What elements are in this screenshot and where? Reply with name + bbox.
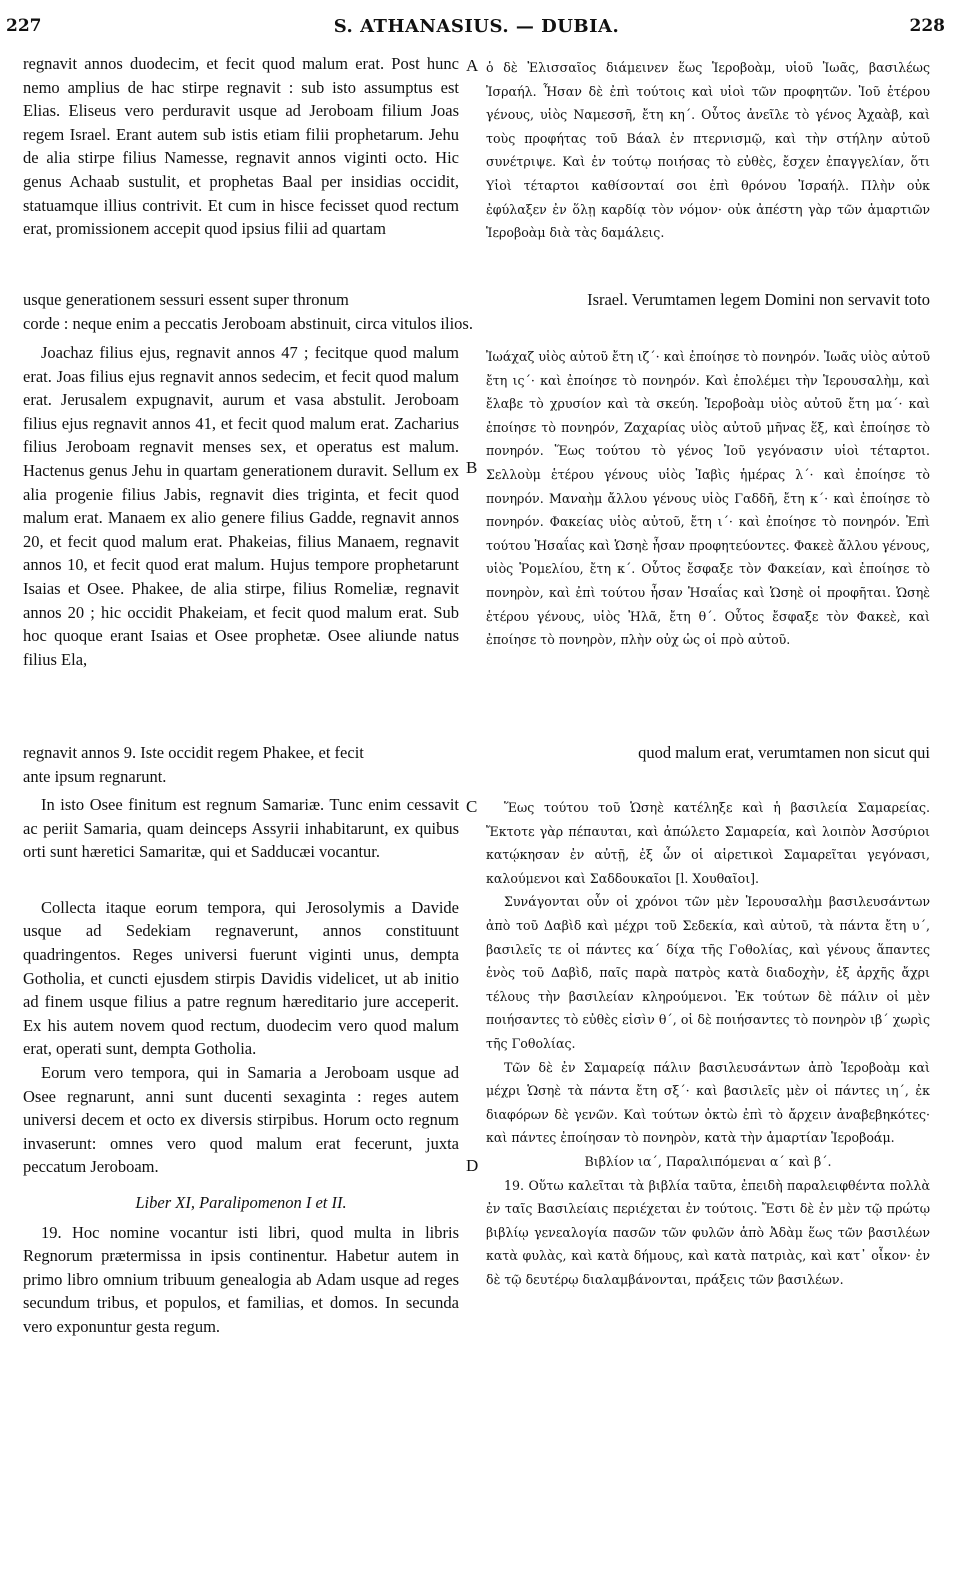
- latin-column-sec2: Joachaz filius ejus, regnavit annos 47 ; fecitque quod malum erat. Joas filius ejus regnavit annos sedecim, et fecit quod malum erat. Jerusalem expugnavit, aurum et vasa abstulit. Jeroboam filius ejus regnavit annos 41, et fecit quod malum erat. Zacharius filius Jeroboam regnavit menses sex, et operatus est malum. Hactenus genus Jehu in quartam generationem duravit. Sellum ex alia progenie filius Jabis, regnavit dies triginta, et fecit quod malum erat. Manaem ex alio genere filius Gadde, regnavit annos 20, et fecit quod malum erat. Phakeias, filius Manaem, regnavit annos 10, et fecit quod erat malum. Hujus tempore prophetarunt Isaias et Osee. Phakee, de alia stirpe, filius Romeliæ, regnavit annos 20 ; hic occidit Phakeiam, et fecit quod malum erat. Sub hoc quoque erant Isaias et Osee prophetæ. Osee aliunde natus filius Ela,: [23, 343, 459, 669]
- full-width-latin-sec1-a: usque generationem sessuri essent super thronum: [23, 290, 349, 309]
- greek-paragraph-jerusalem-kings: Συνάγονται οὖν οἱ χρόνοι τῶν μὲν Ἱερουσαλὴμ βασιλευσάντων ἀπὸ τοῦ Δαβὶδ καὶ μέχρι τοῦ Σεδεκία, καὶ αὐτοῦ, τὰ πάντα ἔτη υ΄, βασιλεῖς τε οἱ πάντες κα΄ δίχα τῆς Γοθολίας, καὶ γένους ἅπαντες ἑνὸς τοῦ Δαβὶδ, παῖς παρὰ πατρὸς κατὰ διαδοχὴν, ἐξ ἀρχῆς ἄχρι τέλους τὴν βασιλείαν κληρούμενοι. Ἐκ τούτων δὲ πάλιν οἱ μὲν ποιήσαντες τὸ εὐθὲς εἰσὶν θ΄, οἱ δὲ ποιήσαντες τὸ πονηρὸν ιβ΄ χωρὶς τῆς Γοθολίας.: [486, 894, 930, 1051]
- latin-paragraph-jerusalem-kings: Collecta itaque eorum tempora, qui Jerosolymis a Davide usque ad Sedekiam regnaverunt, annos constituunt quadringentos. Reges universi fuerunt viginti unus, dempta Gotholia, et cuncti ejusdem stirpis Davidis videlicet, ut ab initio ad finem usque filius a patre regnum hæreditario jure acceperit. Ex his autem novem quod rectum, duodecim vero quod malum erat, operati sunt, dempta Gotholia.: [23, 897, 459, 1059]
- latin-section-heading: Liber XI, Paralipomenon I et II.: [135, 1192, 347, 1212]
- full-width-latin-sec2: [23, 741, 930, 788]
- latin-paragraph-samaria-kings: Eorum vero tempora, qui in Samaria a Jeroboam usque ad Osee regnarunt, anni sunt ducenti sexaginta : reges autem universi decem et octo ex diversis stirpibus. Horum octo regnum invaserunt: omnes vero quod malum erat fecerunt, juxta peccatum Jeroboam.: [23, 1062, 459, 1177]
- greek-paragraph-samaria: Ἕως τούτου τοῦ Ὡσηὲ κατέληξε καὶ ἡ βασιλεία Σαμαρείας. Ἔκτοτε γὰρ πέπαυται, καὶ ἀπώλετο Σαμαρεία, καὶ λοιπὸν Ἀσσύριοι κατῴκησαν ἐν αὐτῇ, ἐξ ὧν οἱ αἱρετικοὶ Σαμαρεῖται γεγόνασι, καλούμενοι καὶ Σαδδουκαῖοι [l. Χουθαῖοι].: [486, 800, 930, 886]
- greek-column-sec3: [486, 796, 930, 1291]
- margin-marker-a: A: [466, 56, 479, 75]
- margin-marker-b: B: [466, 458, 478, 477]
- full-width-latin-sec2-c: ante ipsum regnarunt.: [23, 766, 167, 786]
- full-width-latin-sec1: [23, 288, 930, 335]
- page-number-left: 227: [6, 16, 42, 36]
- latin-column-sec3: [23, 793, 459, 1338]
- latin-column-sec1: regnavit annos duodecim, et fecit quod malum erat. Post hunc nemo amplius de hac stirpe regnavit : sub isto assumptus est Elias. Eliseus vero perduravit usque ad Jeroboam filium Joas regem Israel. Erant autem sub istis etiam filii prophetarum. Jehu de alia stirpe filius Namesse, regnavit annos viginti octo. Hic genus Achaab sustulit, et prophetas Baal per insidias occidit, statuamque illius contrivit. Et cum in hisce fecisset quod rectum erat, promissionem accepit quod ipsius filii ad quartam: [23, 54, 459, 239]
- latin-paragraph-samaria: In isto Osee finitum est regnum Samariæ. Tunc enim cessavit ac periit Samaria, quam deinceps Assyrii inhabitarunt, ex quibus orti sunt hæretici Samaritæ, qui et Sadducæi vocantur.: [23, 795, 459, 862]
- greek-column-sec1: ὁ δὲ Ἐλισσαῖος διάμεινεν ἕως Ἱεροβοὰμ, υἱοῦ Ἰωᾶς, βασιλέως Ἰσραήλ. Ἦσαν δὲ ἐπὶ τούτοις καὶ υἱοὶ τῶν προφητῶν. Ἰοῦ ἑτέρου γένους, υἱὸς Ναμεσσῆ, ἔτη κη΄. Οὗτος ἀνεῖλε τὸ γένος Ἀχαὰβ, καὶ τοὺς προφήτας τοῦ Βάαλ ἐν πτερνισμῷ, καὶ τὴν στήλην αὐτοῦ συνέτριψε. Καὶ ἐν τούτῳ ποιήσας τὸ εὐθὲς, ἔσχεν ἐπαγγελίαν, ὅτι Υἱοὶ τέταρτοι καθίσονταί σοι ἐπὶ θρόνου Ἰσραήλ. Πλὴν οὐκ ἐφύλαξεν ἐν ὅλῃ καρδίᾳ τὸν νόμον· οὐκ ἀπέστη γὰρ τῶν ἁμαρτιῶν Ἱεροβοὰμ διὰ τὰς δαμάλεις.: [486, 60, 930, 241]
- margin-marker-d: D: [466, 1156, 479, 1175]
- full-width-latin-sec2-a: regnavit annos 9. Iste occidit regem Phakee, et fecit: [23, 743, 364, 762]
- page-number-right: 228: [909, 16, 945, 36]
- greek-section-heading: Βιβλίον ια΄, Παραλιπόμεναι α΄ καὶ β΄.: [584, 1153, 832, 1169]
- greek-paragraph-paralipomenon: 19. Οὕτω καλεῖται τὰ βιβλία ταῦτα, ἐπειδὴ παραλειφθέντα πολλὰ ἐν ταῖς Βασιλείαις περιέχεται ἐν τούτοις. Ἔστι δὲ ἐν μὲν τῷ πρώτῳ βιβλίῳ γενεαλογία πασῶν τῶν φυλῶν ἀπὸ Ἀδὰμ ἕως τῶν βασιλέων κατὰ φυλὰς, καὶ κατὰ δήμους, καὶ κατὰ πατριὰς, καὶ κατ᾽ οἶκον· ἐν δὲ τῷ δευτέρῳ διαλαμβάνονται, πράξεις τῶν βασιλέων.: [486, 1177, 930, 1287]
- latin-paragraph-paralipomenon: 19. Hoc nomine vocantur isti libri, quod multa in libris Regnorum prætermissa in ipsis continentur. Habetur autem in primo libro omnium tribuum genealogia ab Adam usque ad reges secundum tribus, et populos, et familias, et domos. In secunda vero exponuntur gesta regum.: [23, 1222, 459, 1336]
- greek-paragraph-samaria-kings: Τῶν δὲ ἐν Σαμαρείᾳ πάλιν βασιλευσάντων ἀπὸ Ἱεροβοὰμ καὶ μέχρι Ὡσηὲ τὰ πάντα ἔτη σξ΄· καὶ βασιλεῖς μὲν οἱ πάντες ιη΄, ἐκ διαφόρων δὲ γενῶν. Καὶ τούτων ὀκτὼ ἐπὶ τὸ ἄρχειν ἀναβεβηκότες· καὶ πάντες ἐποίησαν τὸ πονηρὸν, κατὰ τὴν ἁμαρτίαν Ἱεροβοάμ.: [486, 1059, 930, 1146]
- full-width-latin-sec1-c: corde : neque enim a peccatis Jeroboam abstinuit, circa vitulos ilios.: [23, 313, 473, 333]
- full-width-latin-sec1-b: Israel. Verumtamen legem Domini non servavit toto: [587, 290, 930, 309]
- margin-marker-c: C: [466, 797, 478, 816]
- full-width-latin-sec2-b: quod malum erat, verumtamen non sicut qui: [638, 743, 930, 762]
- running-header: [0, 16, 953, 42]
- running-title: S. ATHANASIUS. — DUBIA.: [333, 16, 620, 37]
- greek-column-sec2: Ἰωάχαζ υἱὸς αὐτοῦ ἔτη ιζ΄· καὶ ἐποίησε τὸ πονηρόν. Ἰωᾶς υἱὸς αὐτοῦ ἔτη ις΄· καὶ ἐποίησε τὸ πονηρόν. Καὶ ἐπολέμει τὴν Ἱερουσαλὴμ, καὶ ἔλαβε τὸ χρυσίον καὶ τὰ σκεύη. Ἱεροβοὰμ υἱὸς αὐτοῦ ἔτη μα΄· καὶ ἐποίησε τὸ πονηρόν, Ζαχαρίας υἱὸς αὐτοῦ μῆνας ἕξ, καὶ ἐποίησε τὸ πονηρόν. Ἕως τούτου τὸ γένος Ἰοῦ γεγόνασιν υἱοὶ τέταρτοι. Σελλοὺμ ἑτέρου γένους υἱὸς Ἰαβὶς ἡμέρας λ΄· καὶ ἐποίησε τὸ πονηρόν. Μαναὴμ ἄλλου γένους υἱὸς Γαδδῆ, ἔτη κ΄· καὶ ἐποίησε τὸ πονηρόν. Φακείας υἱὸς αὐτοῦ, ἔτη ι΄· καὶ ἐποίησε τὸ πονηρόν. Ἐπὶ τούτου Ἡσαΐας καὶ Ὡσηὲ ἦσαν προφητεύοντες. Φακεὲ ἄλλου γένους, υἱὸς Ῥομελίου, ἔτη κ΄. Οὗτος ἔσφαξε τὸν Φακείαν, καὶ ἐποίησε τὸ πονηρὸν, καὶ ἐπὶ τούτου ἦσαν Ἡσαΐας καὶ Ὡσηὲ οἱ προφῆται. Ὡσηὲ ἑτέρου γένους, υἱὸς Ἠλᾶ, ἔτη θ΄. Οὗτος ἔσφαξε τὸν Φακεὲ, καὶ ἐποίησε τὸ πονηρὸν, πλὴν οὐχ ὡς οἱ πρὸ αὐτοῦ.: [486, 349, 930, 648]
